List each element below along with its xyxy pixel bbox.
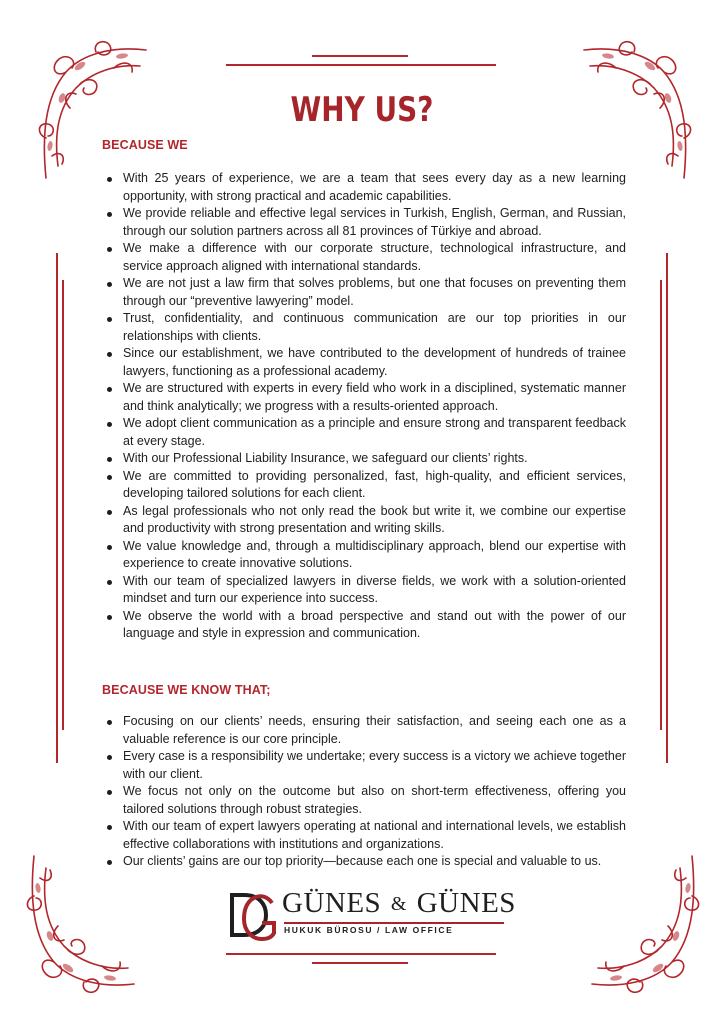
list-item-text: Every case is a responsibility we undertake; every success is a victory we achieve together with our client.	[123, 749, 627, 781]
bullet-icon	[107, 790, 112, 795]
list-item	[104, 853, 626, 871]
firm-name	[282, 887, 516, 920]
list-item-text: Trust, confidentiality, and continuous communication are our top priorities in our relationships with clients.	[123, 311, 626, 343]
list-item	[104, 503, 626, 538]
bullet-icon	[107, 580, 112, 585]
list-item-text: With our Professional Liability Insurance, we safeguard our clients’ rights.	[123, 451, 528, 465]
firm-name-left: GÜNES	[282, 887, 382, 919]
page-title: WHY US?	[290, 90, 434, 130]
left-border-line-inner	[62, 280, 64, 730]
list-item-text: We are committed to providing personalized, fast, high-quality, and efficient services, developing tailored solutions for each client.	[123, 468, 626, 500]
top-divider-short	[312, 55, 408, 57]
list-item	[104, 345, 626, 380]
dg-monogram-icon	[226, 889, 278, 941]
list-item-text: As legal professionals who not only read the book but write it, we combine our expertise and productivity with strong presentation and writing skills.	[123, 503, 626, 535]
bullet-icon	[107, 457, 112, 462]
list-item	[104, 380, 626, 415]
bullet-icon	[107, 825, 112, 830]
bullet-icon	[107, 510, 112, 515]
list-item-text: We make a difference with our corporate structure, technological infrastructure, and service approach aligned with international standards.	[123, 241, 626, 273]
list-item-text: We are not just a law firm that solves problems, but one that focuses on preventing them through our “preventive lawyering” model.	[123, 276, 626, 308]
bullet-icon	[107, 177, 112, 182]
list-item	[104, 748, 626, 783]
bullet-icon	[107, 422, 112, 427]
list-item-text: We provide reliable and effective legal services in Turkish, English, German, and Russian, through our solution partners across all 81 provinces of Türkiye and abroad.	[123, 206, 626, 238]
bullet-list-because-we	[104, 170, 626, 643]
list-item	[104, 783, 626, 818]
right-border-line	[666, 253, 668, 763]
firm-logo	[226, 887, 516, 941]
list-item	[104, 205, 626, 240]
list-item	[104, 450, 626, 468]
bullet-icon	[107, 545, 112, 550]
section-heading-because-we-know-that: BECAUSE WE KNOW THAT;	[102, 683, 271, 697]
bullet-icon	[107, 860, 112, 865]
left-border-line	[56, 253, 58, 763]
bullet-icon	[107, 755, 112, 760]
list-item-text: With our team of specialized lawyers in diverse fields, we work with a solution-oriented mindset and turn our experience into success.	[123, 573, 626, 605]
list-item	[104, 538, 626, 573]
bullet-icon	[107, 352, 112, 357]
bullet-icon	[107, 212, 112, 217]
bullet-icon	[107, 282, 112, 287]
bottom-divider-long	[226, 953, 496, 955]
bottom-divider-short	[312, 962, 408, 964]
list-item	[104, 275, 626, 310]
list-item-text: Since our establishment, we have contributed to the development of hundreds of trainee lawyers, functioning as a professional academy.	[123, 346, 626, 378]
list-item	[104, 415, 626, 450]
list-item	[104, 713, 626, 748]
list-item	[104, 818, 626, 853]
list-item	[104, 608, 626, 643]
list-item-text: We value knowledge and, through a multidisciplinary approach, blend our expertise with experience to create innovative solutions.	[123, 538, 626, 570]
list-item-text: With 25 years of experience, we are a team that sees every day as a new learning opportunity, with strong practical and academic capabilities.	[123, 171, 626, 203]
bullet-icon	[107, 317, 112, 322]
list-item	[104, 468, 626, 503]
firm-subtitle: HUKUK BÜROSU / LAW OFFICE	[284, 922, 504, 939]
list-item	[104, 170, 626, 205]
list-item	[104, 310, 626, 345]
top-divider-long	[226, 64, 496, 66]
list-item-text: Focusing on our clients’ needs, ensuring their satisfaction, and seeing each one as a valuable reference is our core principle.	[123, 714, 626, 746]
bullet-icon	[107, 387, 112, 392]
firm-name-right: GÜNES	[416, 887, 516, 919]
list-item-text: We adopt client communication as a principle and ensure strong and transparent feedback at every stage.	[123, 416, 626, 448]
list-item-text: Our clients’ gains are our top priority—because each one is special and valuable to us.	[123, 854, 602, 868]
bullet-list-because-we-know-that	[104, 713, 626, 871]
list-item-text: With our team of expert lawyers operating at national and international levels, we establish effective collaborations with institutions and organizations.	[123, 819, 626, 851]
bullet-icon	[107, 615, 112, 620]
list-item	[104, 573, 626, 608]
list-item-text: We observe the world with a broad perspective and stand out with the power of our language and style in expression and communication.	[123, 608, 626, 640]
list-item-text: We focus not only on the outcome but also on short-term effectiveness, offering you tailored solutions through robust strategies.	[123, 784, 626, 816]
bullet-icon	[107, 720, 112, 725]
bullet-icon	[107, 247, 112, 252]
right-border-line-inner	[660, 280, 662, 730]
list-item-text: We are structured with experts in every field who work in a disciplined, systematic manner and think analytically; we progress with a results-oriented approach.	[123, 381, 626, 413]
firm-name-ampersand: &	[390, 893, 407, 915]
list-item	[104, 240, 626, 275]
bullet-icon	[107, 475, 112, 480]
section-heading-because-we: BECAUSE WE	[102, 138, 188, 152]
